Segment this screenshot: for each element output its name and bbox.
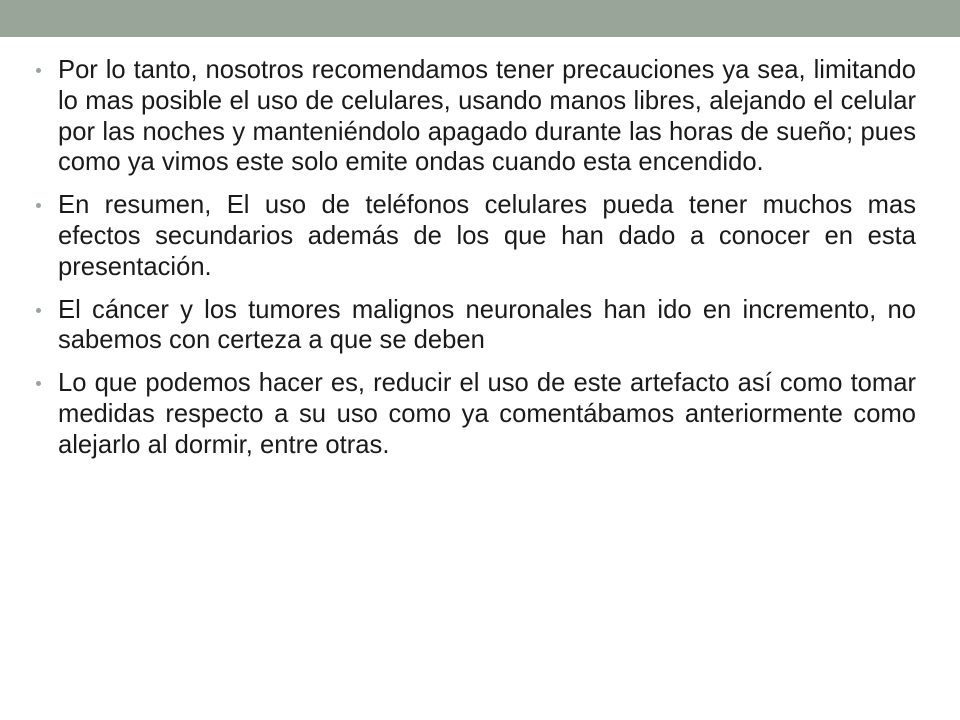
bullet-dot-icon [36, 308, 41, 313]
bullet-dot-icon [36, 381, 41, 386]
slide-top-bar [0, 0, 960, 37]
bullet-item-summary [30, 190, 916, 282]
bullet-item-precautions [30, 55, 916, 178]
bullet-text: El cáncer y los tumores malignos neuronales han ido en incremento, no sabemos con certeza a que se deben [58, 295, 916, 355]
bullet-item-reduce-use [30, 368, 916, 460]
slide-bullet-list [30, 55, 916, 473]
bullet-text: En resumen, El uso de teléfonos celulares pueda tener muchos mas efectos secundarios además de los que han dado a conocer en esta presentación. [58, 191, 916, 281]
bullet-dot-icon [36, 203, 41, 208]
bullet-text: Lo que podemos hacer es, reducir el uso de este artefacto así como tomar medidas respecto a su uso como ya comentábamos anteriormente como alejarlo al dormir, entre otras. [58, 369, 916, 459]
bullet-item-cancer [30, 295, 916, 357]
bullet-text: Por lo tanto, nosotros recomendamos tener precauciones ya sea, limitando lo mas posible el uso de celulares, usando manos libres, alejando el celular por las noches y manteniéndolo apagado durante las horas de sueño; pues como ya vimos este solo emite ondas cuando esta encendido. [58, 56, 916, 177]
bullet-dot-icon [36, 68, 41, 73]
